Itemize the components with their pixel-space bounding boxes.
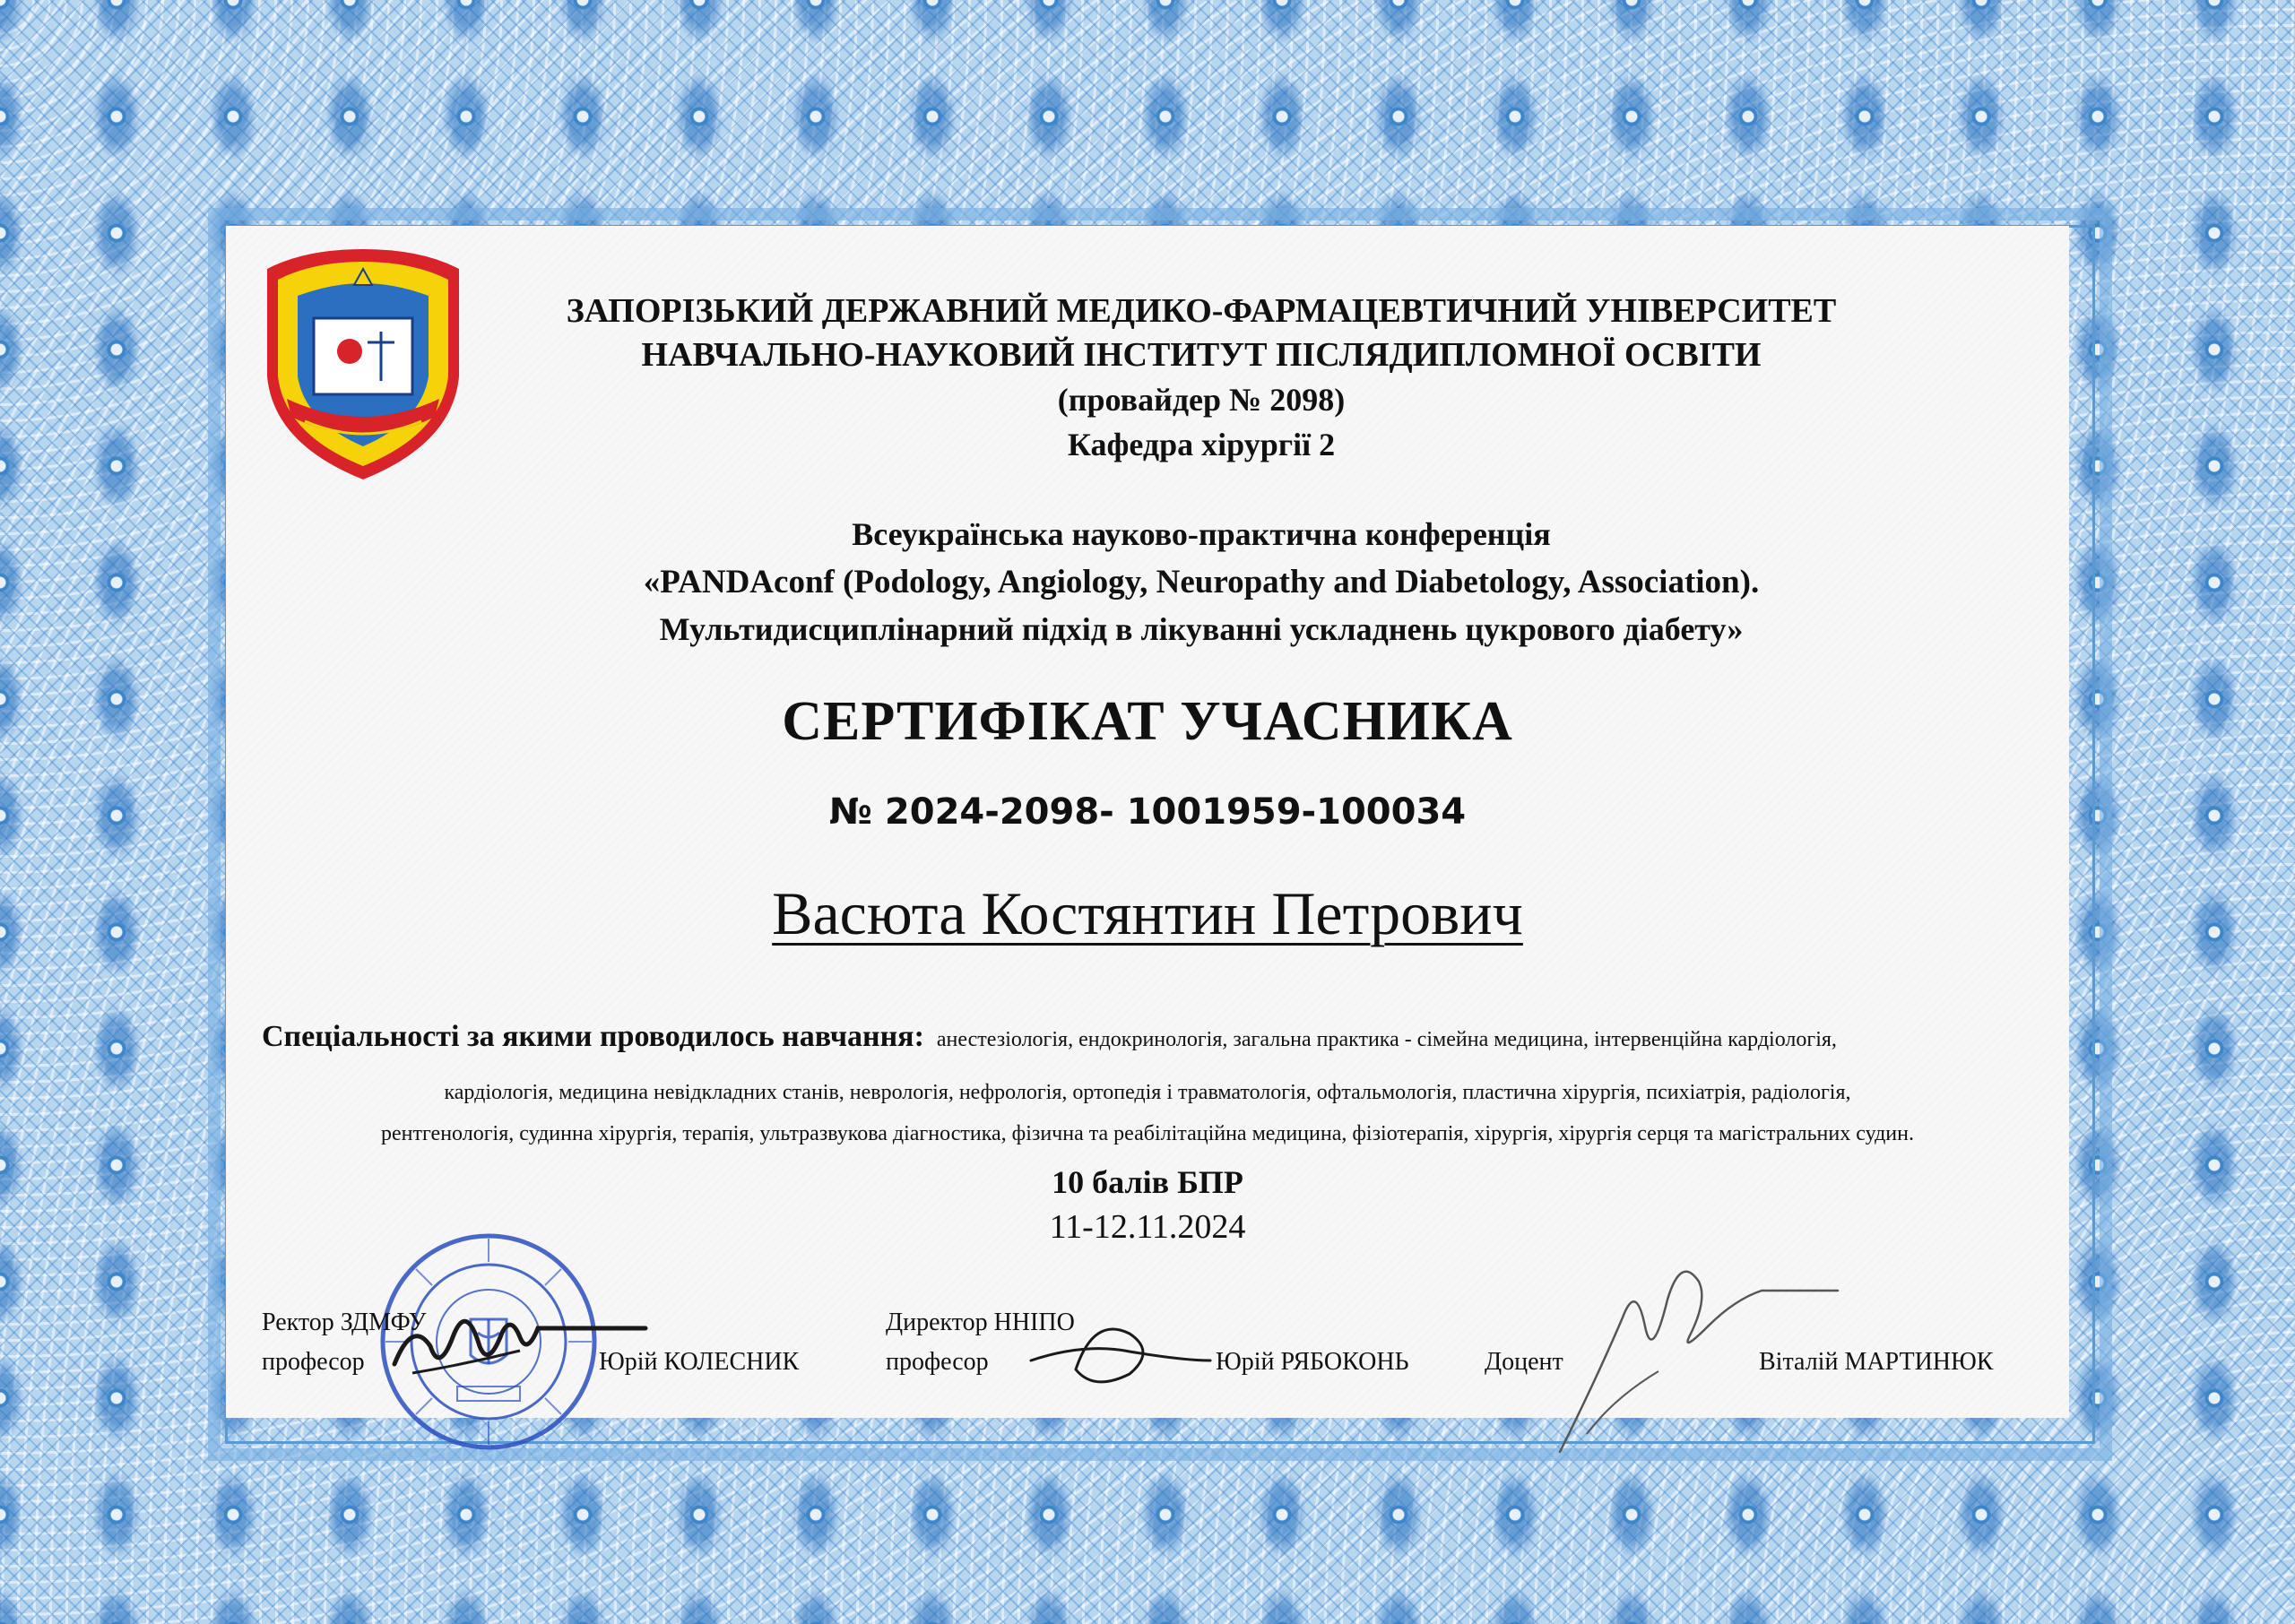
rector-rank: професор xyxy=(262,1348,365,1376)
specialties-line-3: рентгенологія, судинна хірургія, терапія, ультразвукова діагностика, фізична та реабілітаційна медицина, фізіотерапія, хірургія, хірургія серця та магістральних судин. xyxy=(381,1122,1914,1145)
specialties-line-2: кардіологія, медицина невідкладних станів, неврологія, нефрологія, ортопедія і травматологія, офтальмологія, пластична хірургія, психіатрія, радіологія, xyxy=(444,1081,1851,1104)
conference-title-line-2: «PANDAconf (Podology, Angiology, Neuropathy and Diabetology, Association). xyxy=(643,564,1760,600)
rector-name: Юрій КОЛЕСНИК xyxy=(599,1348,800,1376)
director-name: Юрій РЯБОКОНЬ xyxy=(1216,1348,1409,1376)
institute-name: НАВЧАЛЬНО-НАУКОВИЙ ІНСТИТУТ ПІСЛЯДИПЛОМНОЇ ОСВІТИ xyxy=(641,336,1762,374)
docent-name: Віталій МАРТИНЮК xyxy=(1759,1348,1994,1376)
director-rank: професор xyxy=(886,1348,989,1376)
cme-points: 10 балів БПР xyxy=(1052,1164,1243,1200)
department-name: Кафедра хірургії 2 xyxy=(1067,427,1336,462)
certificate-number: № 2024-2098- 1001959-100034 xyxy=(828,791,1467,833)
specialties-text-1: анестезіологія, ендокринологія, загальна практика - сімейна медицина, інтервенційна кардіологія, xyxy=(936,1028,1837,1051)
participant-name-text: Васюта Костянтин Петрович xyxy=(772,879,1523,947)
participant-name xyxy=(0,877,2295,950)
conference-title-line-1: Всеукраїнська науково-практична конференція xyxy=(852,516,1551,552)
specialties-line-1 xyxy=(262,1020,2055,1054)
provider-number: (провайдер № 2098) xyxy=(1057,382,1346,418)
event-dates: 11-12.11.2024 xyxy=(1049,1208,1246,1246)
director-title: Директор ННІПО xyxy=(886,1309,1075,1336)
rector-title: Ректор ЗДМФУ xyxy=(262,1309,427,1336)
certificate-title: СЕРТИФІКАТ УЧАСНИКА xyxy=(782,691,1513,752)
conference-title-line-3: Мультидисциплінарний підхід в лікуванні ускладнень цукрового діабету» xyxy=(659,611,1744,647)
specialties-label: Спеціальності за якими проводилось навчання: xyxy=(262,1020,924,1053)
university-name: ЗАПОРІЗЬКИЙ ДЕРЖАВНИЙ МЕДИКО-ФАРМАЦЕВТИЧНИЙ УНІВЕРСИТЕТ xyxy=(566,292,1837,330)
docent-title: Доцент xyxy=(1485,1348,1563,1376)
